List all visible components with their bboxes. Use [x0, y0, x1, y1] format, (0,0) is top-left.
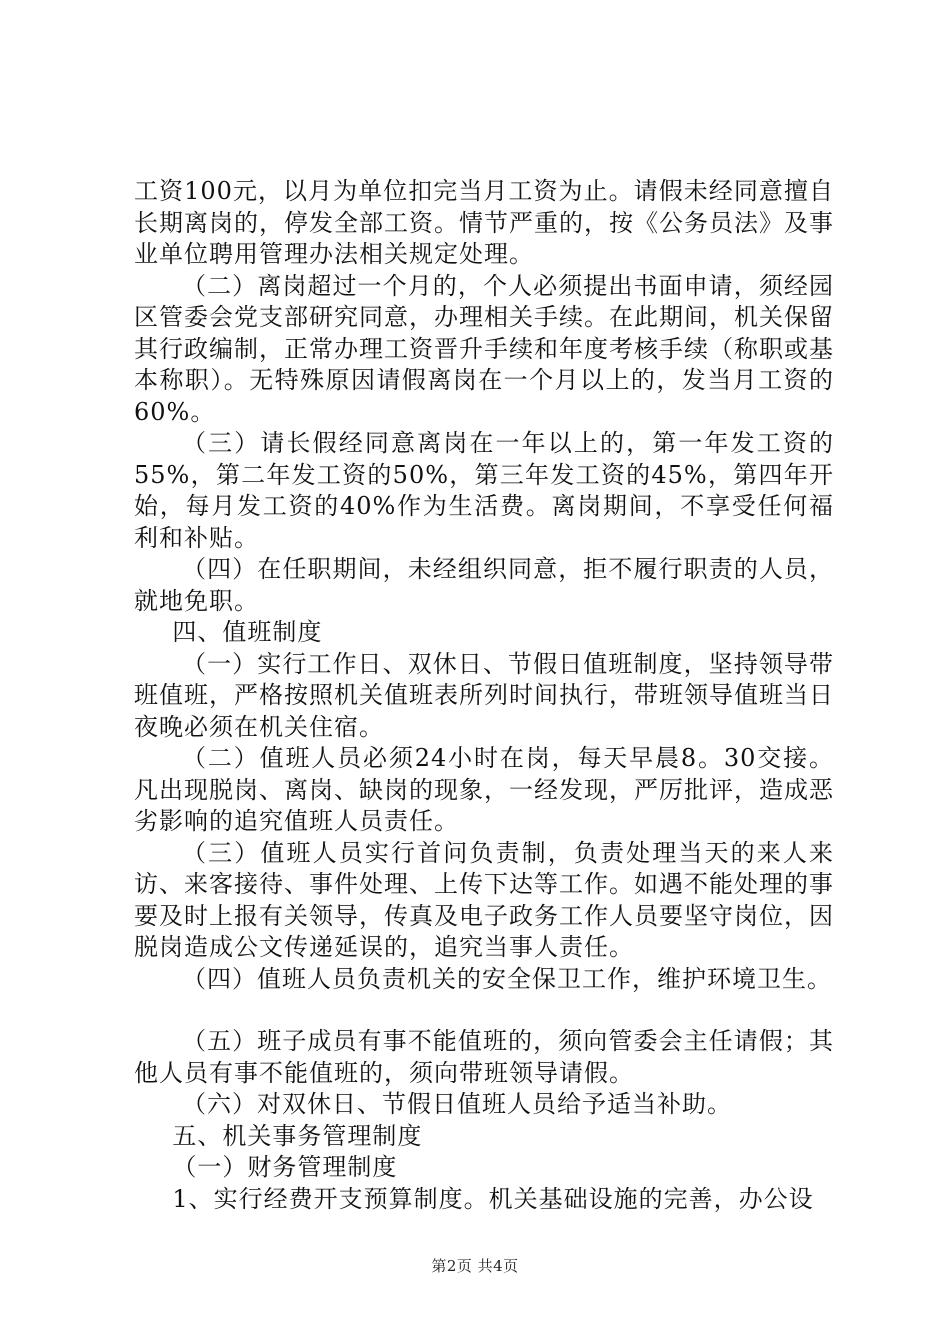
- paragraph-first-inquiry: （三）值班人员实行首问负责制，负责处理当天的来人来访、来客接待、事件处理、上传下达等工作。如遇不能处理的事要及时上报有关领导，传真及电子政务工作人员要坚守岗位，因脱岗造成公文传递延误的，追究当事人责任。: [134, 838, 834, 961]
- paragraph-dismissal: （四）在任职期间，未经组织同意，拒不履行职责的人员，就地免职。: [134, 555, 834, 615]
- section-heading-duty-system: 四、值班制度: [172, 618, 323, 646]
- subsection-heading-finance: （一）财务管理制度: [172, 1153, 398, 1181]
- paragraph-duty-24h: （二）值班人员必须24小时在岗，每天早晨8。30交接。凡出现脱岗、离岗、缺岗的现象，一经发现，严厉批评，造成恶劣影响的追究值班人员责任。: [134, 744, 834, 835]
- paragraph-security: （四）值班人员负责机关的安全保卫工作，维护环境卫生。: [182, 964, 832, 993]
- page-footer: 第2页 共4页: [431, 1257, 519, 1275]
- paragraph-long-leave: （三）请长假经同意离岗在一年以上的，第一年发工资的55%，第二年发工资的50%，第三年发工资的45%，第四年开始，每月发工资的40%作为生活费。离岗期间，不享受任何福利和补贴。: [134, 429, 834, 552]
- document-body: [134, 176, 834, 1215]
- paragraph-subsidy: （六）对双休日、节假日值班人员给予适当补助。: [182, 1090, 732, 1118]
- paragraph-duty-schedule: （一）实行工作日、双休日、节假日值班制度，坚持领导带班值班，严格按照机关值班表所列时间执行，带班领导值班当日夜晚必须在机关住宿。: [134, 649, 834, 741]
- section-heading-affairs-management: 五、机关事务管理制度: [172, 1121, 423, 1150]
- paragraph-budget: 1、实行经费开支预算制度。机关基础设施的完善，办公设: [172, 1184, 814, 1213]
- paragraph-wage-deduction: 工资100元，以月为单位扣完当月工资为止。请假未经同意擅自长期离岗的，停发全部工资。情节严重的，按《公务员法》及事业单位聘用管理办法相关规定处理。: [134, 177, 834, 268]
- paragraph-leave-over-one-month: （二）离岗超过一个月的，个人必须提出书面申请，须经园区管委会党支部研究同意，办理相关手续。在此期间，机关保留其行政编制，正常办理工资晋升手续和年度考核手续（称职或基本称职）。无特殊原因请假离岗在一个月以上的，发当月工资的60%。: [134, 271, 834, 426]
- paragraph-leave-request: （五）班子成员有事不能值班的，须向管委会主任请假；其他人员有事不能值班的，须向带班领导请假。: [134, 1027, 834, 1087]
